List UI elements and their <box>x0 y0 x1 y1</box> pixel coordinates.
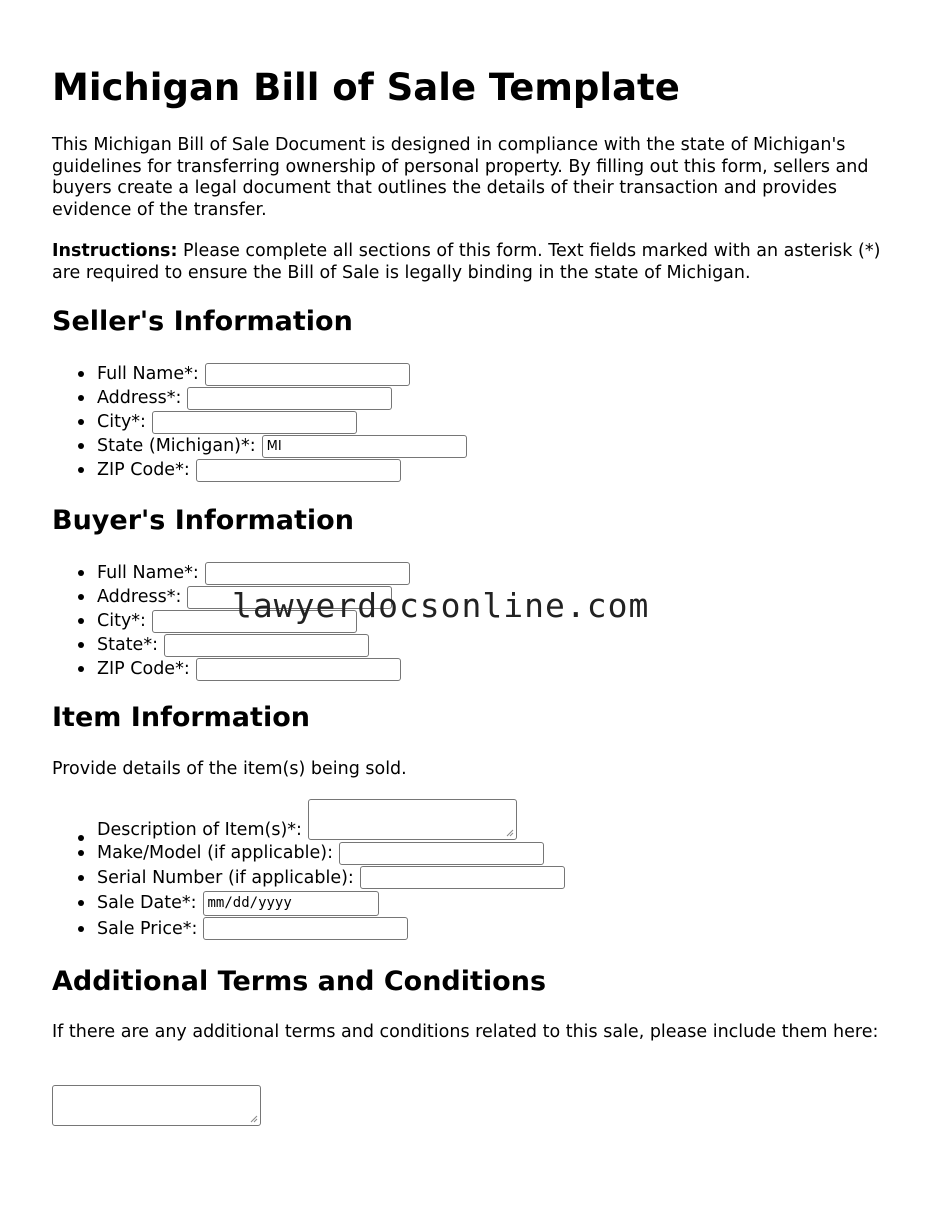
seller-zip-input[interactable] <box>196 459 401 482</box>
terms-heading: Additional Terms and Conditions <box>52 966 547 997</box>
seller-full-name-item <box>52 362 467 386</box>
seller-zip-label: ZIP Code*: <box>97 460 190 480</box>
buyer-full-name-item <box>52 561 410 585</box>
item-fields-list <box>52 798 565 941</box>
buyer-address-label: Address*: <box>97 587 182 607</box>
seller-address-input[interactable] <box>187 387 392 410</box>
item-serial-number-item <box>52 865 565 890</box>
item-sale-price-input[interactable] <box>203 917 408 940</box>
intro-paragraph: This Michigan Bill of Sale Document is designed in compliance with the state of Michigan's guidelines for transferring ownership of personal property. By filling out this form, sellers and buyers create a legal document that outlines the details of their transaction and provides evidence of the transfer. <box>52 135 869 220</box>
terms-description-text: If there are any additional terms and conditions related to this sale, please include them here: <box>52 1022 879 1042</box>
seller-address-item <box>52 386 467 410</box>
buyer-city-label: City*: <box>97 611 146 631</box>
seller-state-item <box>52 434 467 458</box>
item-description-label: Description of Item(s)*: <box>97 820 302 840</box>
seller-heading: Seller's Information <box>52 306 353 337</box>
resize-grip-icon[interactable] <box>506 829 514 837</box>
seller-address-label: Address*: <box>97 388 182 408</box>
seller-state-input[interactable]: MI <box>262 435 467 458</box>
buyer-full-name-label: Full Name*: <box>97 563 199 583</box>
buyer-zip-input[interactable] <box>196 658 401 681</box>
buyer-state-input[interactable] <box>164 634 369 657</box>
item-description-item <box>52 798 565 841</box>
item-make-model-label: Make/Model (if applicable): <box>97 843 333 863</box>
buyer-city-input[interactable] <box>152 610 357 633</box>
seller-city-input[interactable] <box>152 411 357 434</box>
instructions-paragraph <box>52 241 892 284</box>
buyer-state-item <box>52 633 410 657</box>
item-make-model-item <box>52 841 565 865</box>
seller-state-label: State (Michigan)*: <box>97 436 256 456</box>
buyer-full-name-input[interactable] <box>205 562 410 585</box>
seller-zip-item <box>52 458 467 482</box>
buyer-heading: Buyer's Information <box>52 505 354 536</box>
buyer-city-item <box>52 609 410 633</box>
seller-city-item <box>52 410 467 434</box>
seller-city-label: City*: <box>97 412 146 432</box>
seller-full-name-label: Full Name*: <box>97 364 199 384</box>
item-serial-number-label: Serial Number (if applicable): <box>97 867 354 888</box>
item-sale-price-item <box>52 916 565 941</box>
item-make-model-input[interactable] <box>339 842 544 865</box>
buyer-address-input[interactable] <box>187 586 392 609</box>
buyer-state-label: State*: <box>97 635 158 655</box>
terms-textarea[interactable] <box>52 1085 261 1126</box>
item-description-textarea[interactable] <box>308 799 517 840</box>
item-sale-date-label: Sale Date*: <box>97 893 197 913</box>
buyer-zip-label: ZIP Code*: <box>97 659 190 679</box>
seller-full-name-input[interactable] <box>205 363 410 386</box>
buyer-address-item <box>52 585 410 609</box>
buyer-zip-item <box>52 657 410 681</box>
item-sale-date-item <box>52 890 565 916</box>
instructions-label: Instructions: <box>52 241 178 261</box>
item-heading: Item Information <box>52 702 310 733</box>
buyer-fields-list <box>52 561 410 681</box>
item-serial-number-input[interactable] <box>360 866 565 889</box>
resize-grip-icon[interactable] <box>250 1115 258 1123</box>
instructions-text: Please complete all sections of this form. Text fields marked with an asterisk (*) are required to ensure the Bill of Sale is legally binding in the state of Michigan. <box>52 241 881 283</box>
item-sale-date-input[interactable]: mm/dd/yyyy <box>203 891 379 916</box>
watermark-text: lawyerdocsonline.com <box>232 586 650 625</box>
item-sale-price-label: Sale Price*: <box>97 918 198 939</box>
item-description-text: Provide details of the item(s) being sold. <box>52 759 407 779</box>
seller-fields-list <box>52 362 467 482</box>
page-title: Michigan Bill of Sale Template <box>52 66 680 109</box>
